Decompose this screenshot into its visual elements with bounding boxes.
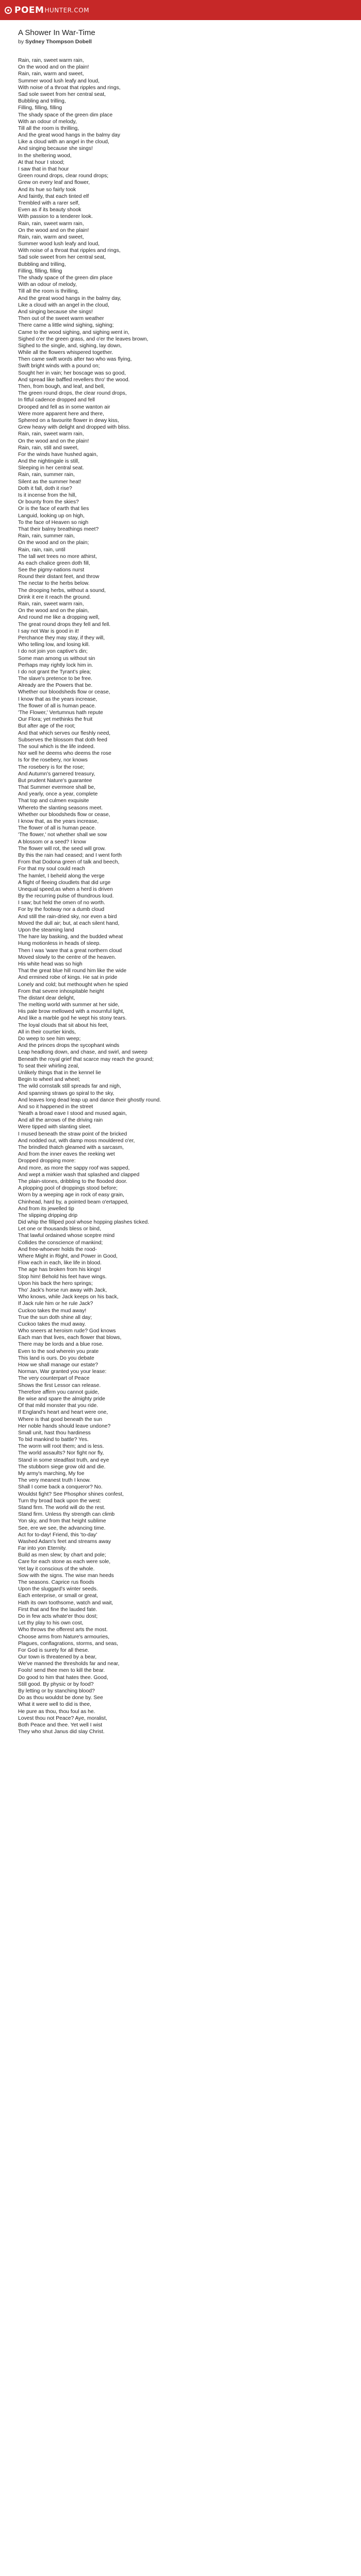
poem-line: Were tipped with slanting sleet. bbox=[18, 1124, 92, 1130]
site-header bbox=[0, 0, 361, 20]
poem-line: Then, from bough, and leaf, and bell, bbox=[18, 384, 105, 389]
poem-line: Therefore affirm you cannot guide, bbox=[18, 1389, 100, 1395]
poem-line: And more, as more the sappy roof was sapped, bbox=[18, 1165, 130, 1171]
poem-line: On the wood and on the plain! bbox=[18, 64, 89, 71]
poem-line: 'The flower,' not whether shall we sow bbox=[18, 832, 107, 838]
poem-line: Yet lay it conscious of the whole. bbox=[18, 1566, 95, 1572]
poem-line: Be wise and spare the almighty pride bbox=[18, 1396, 105, 1402]
poem-line: Let one or thousands bless or bind, bbox=[18, 1226, 101, 1232]
poem-line: And round me like a dropping well, bbox=[18, 615, 100, 621]
poem-line: We've manned the thresholds far and near, bbox=[18, 1661, 120, 1667]
poem-line: Were more apparent here and there, bbox=[18, 411, 104, 417]
poem-line: And still the rain-dried sky, nor even a bird bbox=[18, 913, 117, 920]
poem-line: Turn thy broad back upon the west: bbox=[18, 1498, 102, 1504]
poem-line: The flower of all is human peace. bbox=[18, 703, 96, 709]
poem-line: Is for the rosebery, nor knows bbox=[18, 757, 88, 764]
poem-line: Yon sky, and from that height sublime bbox=[18, 1518, 106, 1524]
poem-line: On the wood and on the plain! bbox=[18, 438, 89, 444]
poem-line: Languid, looking up on high, bbox=[18, 513, 85, 519]
poem-line: Hath its own toothsome, watch and wait, bbox=[18, 1600, 113, 1606]
poem-line: And Autumn's garnered treasury, bbox=[18, 771, 95, 777]
poem-line: Doth it fall, doth it rise? bbox=[18, 485, 72, 492]
poem-line: And spread like baffled revellers thro' the wood. bbox=[18, 377, 130, 383]
poem-line: The rosebery is for the rose; bbox=[18, 764, 85, 770]
poem-line: With an odour of melody, bbox=[18, 282, 77, 288]
poem-line: Rain, rain, sweet warm rain, bbox=[18, 221, 84, 227]
poem-line: Leap headlong down, and chase, and swirl, and sweep bbox=[18, 1049, 147, 1056]
poem-line: The plain-stones, dribbling to the flooded door. bbox=[18, 1178, 127, 1184]
poem-line: Each man that lives, each flower that blows, bbox=[18, 1335, 122, 1341]
poem-line: The great round drops they fell and fell. bbox=[18, 621, 111, 628]
poem-line: Who sneers at heroism rude? God knows bbox=[18, 1328, 116, 1334]
poem-line: Did whip the filliped pool whose hopping plashes ticked. bbox=[18, 1219, 150, 1226]
poem-line: Rain, rain, summer rain, bbox=[18, 533, 75, 539]
poem-line: Each enterprise, or small or great, bbox=[18, 1593, 99, 1599]
poem-line: Already are the Powers that be. bbox=[18, 683, 93, 689]
poem-line: The very meanest truth I know. bbox=[18, 1478, 91, 1484]
poem-line: With noise of a throat that ripples and rings, bbox=[18, 248, 121, 254]
poem-line: Silent as the summer heat! bbox=[18, 479, 81, 485]
poem-line: And its hue so fairly took bbox=[18, 187, 76, 193]
poem-line: With noise of a throat that ripples and rings, bbox=[18, 84, 121, 91]
poem-line: What it were well to did is thee, bbox=[18, 1702, 91, 1708]
poem-line: If England's heart and heart were one, bbox=[18, 1410, 108, 1416]
poem-line: Fools! send thee men to kill the bear. bbox=[18, 1668, 105, 1674]
poem-line: Stop him! Behold his feet have wings. bbox=[18, 1274, 107, 1280]
poem-line: Do weep to see him weep; bbox=[18, 1036, 81, 1042]
poem-byline bbox=[18, 39, 361, 45]
poem-line: Upon his back the hero springs; bbox=[18, 1280, 93, 1286]
poem-content bbox=[0, 20, 361, 1735]
poem-line: Tho' Jack's horse run away with Jack, bbox=[18, 1287, 107, 1293]
poem-line: And the great wood hangs in the balmy day bbox=[18, 132, 121, 139]
poem-line: That Summer evermore shall be, bbox=[18, 785, 95, 791]
poem-line: Rain, rain, sweet warm rain, bbox=[18, 431, 84, 437]
poem-line: Sighed o'er the green grass, and o'er the leaves brown, bbox=[18, 336, 149, 342]
poem-line: Small unit, hast thou hardiness bbox=[18, 1430, 91, 1436]
poem-line: Choose arms from Nature's armouries, bbox=[18, 1634, 110, 1640]
poem-line: The world assaults? Nor fight nor fly, bbox=[18, 1450, 104, 1456]
poem-line: See the pigmy-nations nurst bbox=[18, 567, 85, 573]
poem-line: The flower will rot, the seed will grow. bbox=[18, 845, 106, 852]
poem-line: For by the footway nor a dumb cloud bbox=[18, 907, 105, 913]
poem-line: Rain, rain, warm and sweet, bbox=[18, 71, 84, 77]
poem-line: Nor well he deems who deems the rose bbox=[18, 751, 111, 757]
poem-line: Where is that good beneath the sun bbox=[18, 1416, 103, 1422]
poem-line: I do not grant the Tyrant's plea; bbox=[18, 669, 91, 675]
poem-line: Cuckoo takes the mud away. bbox=[18, 1321, 86, 1327]
poem-line: And so it happened in the street bbox=[18, 1104, 93, 1110]
poem-line: Perchance they may stay, if they will, bbox=[18, 635, 105, 641]
site-logo[interactable] bbox=[5, 5, 89, 15]
poem-line: Whether our bloodsheds flow or cease, bbox=[18, 811, 110, 818]
poem-line: The hamlet, I beheld along the verge bbox=[18, 873, 105, 879]
poem-line: And from its jewelled tip bbox=[18, 1206, 74, 1212]
poem-line: But prudent Nature's guarantee bbox=[18, 777, 92, 784]
poem-line: Like a cloud with an angel in the cloud, bbox=[18, 139, 109, 145]
poem-line: 'Neath a broad eave I stood and mused again, bbox=[18, 1111, 127, 1117]
poem-line: And nodded out, with damp moss mouldered o'er, bbox=[18, 1138, 135, 1144]
poem-line: Subserves the blossom that doth feed bbox=[18, 737, 107, 743]
poem-line: See, ere we see, the advancing time. bbox=[18, 1525, 106, 1531]
poem-line: And leaves long dead leap up and dance their ghostly round. bbox=[18, 1097, 161, 1103]
poem-line: With an odour of melody, bbox=[18, 118, 77, 125]
poem-line: I do not join yon captive's din; bbox=[18, 649, 88, 655]
poem-line: Bubbling and trilling, bbox=[18, 98, 66, 105]
poem-line: Is it incense from the hill, bbox=[18, 493, 77, 498]
poem-line: Still good. By physic or by food? bbox=[18, 1681, 94, 1687]
poem-line: The hare lay basking, and the budded wheat bbox=[18, 934, 123, 940]
poem-line: By this the rain had ceased; and I went forth bbox=[18, 852, 122, 858]
poem-line: And wept a mirkier wash that splashed and clapped bbox=[18, 1172, 140, 1178]
poem-line: Some man among us without sin bbox=[18, 655, 95, 662]
poem-line: Do in few acts whate'er thou dost; bbox=[18, 1613, 98, 1619]
poem-line: Act for to-day! Friend, this 'to-day' bbox=[18, 1532, 97, 1538]
poem-line: Upon the sluggard's winter seeds. bbox=[18, 1586, 98, 1592]
poem-line: 'The Flower,' Vertumnus hath repute bbox=[18, 710, 103, 716]
poem-line: Lovest thou not Peace? Aye, moralist, bbox=[18, 1715, 107, 1721]
poem-line: Filling, filling, filling bbox=[18, 105, 62, 111]
poem-line: Shall I come back a conqueror? No. bbox=[18, 1484, 103, 1490]
poem-line: Stand in some steadfast truth, and eye bbox=[18, 1457, 109, 1463]
poem-line: On the wood and on the plain; bbox=[18, 540, 89, 546]
poem-line: The melting world with summer at her side, bbox=[18, 1002, 120, 1008]
poem-line: And ermined robe of kings. He sat in pride bbox=[18, 975, 118, 981]
poem-line: Till all the room is thrilling, bbox=[18, 125, 79, 131]
poem-line: His white head was so high bbox=[18, 961, 83, 967]
poem-line: To seat their whirling zeal, bbox=[18, 1063, 79, 1069]
poem-line: Build as men slew; by chart and pole; bbox=[18, 1552, 106, 1558]
poem-line: Moved slowly to the centre of the heaven. bbox=[18, 954, 117, 960]
poem-line: Trembled with a rarer self, bbox=[18, 200, 80, 206]
poem-line: Our town is threatened by a bear, bbox=[18, 1654, 97, 1660]
poem-line: For that my soul could reach bbox=[18, 866, 85, 872]
poem-line: And the nightingale is still, bbox=[18, 459, 80, 465]
poem-line: The distant dear delight, bbox=[18, 995, 75, 1001]
poem-line: Then I was 'ware that a great northern cloud bbox=[18, 947, 122, 954]
poem-line: Beneath the royal grief that scarce may reach the ground; bbox=[18, 1056, 154, 1062]
poem-line: And like a marble god he wept his stony tears. bbox=[18, 1015, 127, 1022]
poem-line: I know that, as the years increase, bbox=[18, 819, 99, 824]
poem-line: With passion to a tenderer look. bbox=[18, 214, 93, 220]
poem-line: To bid mankind to battle? Yes. bbox=[18, 1437, 89, 1443]
poem-line: At that hour I stood; bbox=[18, 159, 64, 165]
poem-line: Even to the sod wherein you prate bbox=[18, 1348, 99, 1354]
poem-line: Sow with the signs. The wise man heeds bbox=[18, 1572, 114, 1579]
poem-line: Washed Adam's feet and streams away bbox=[18, 1538, 111, 1545]
poem-line: Norman, War granted you your lease: bbox=[18, 1369, 107, 1375]
poem-line: Her noble hands should leave undone? bbox=[18, 1423, 111, 1429]
logo-domain: HUNTER.COM bbox=[44, 6, 90, 14]
poem-line: Summer wood lush leafy and loud, bbox=[18, 241, 100, 247]
poem-line: The very counterpart of Peace bbox=[18, 1376, 90, 1382]
poem-line: Summer wood lush leafy and loud, bbox=[18, 78, 100, 84]
poem-line: And the great wood hangs in the balmy day, bbox=[18, 295, 122, 301]
poem-line: Begin to wheel and wheel; bbox=[18, 1077, 80, 1083]
poem-line: There may be lords and a blue rose. bbox=[18, 1342, 104, 1348]
poem-line: On the wood and on the plain! bbox=[18, 227, 89, 233]
poem-line: I say not War is good in it! bbox=[18, 628, 79, 634]
poem-line: Plagues, conflagrations, storms, and seas, bbox=[18, 1640, 119, 1647]
poem-line: Wouldst fight? See Phosphor shines confest, bbox=[18, 1491, 124, 1497]
poem-line: Till all the room is thrilling, bbox=[18, 289, 79, 295]
poem-line: This land is ours. Do you debate bbox=[18, 1355, 94, 1361]
poem-line: Rain, rain, sweet warm rain, bbox=[18, 58, 84, 63]
poem-line: In the sheltering wood, bbox=[18, 152, 72, 159]
poem-line: That lawful ordained whose sceptre mind bbox=[18, 1233, 115, 1239]
poem-line: I know that as the years increase, bbox=[18, 696, 97, 702]
poem-line: Dropped dropping more: bbox=[18, 1158, 76, 1164]
poem-line: Who knows, while Jack keeps on his back, bbox=[18, 1294, 119, 1300]
poem-line: First that and fine the lauded fate. bbox=[18, 1606, 97, 1613]
poem-line: Rain, rain, summer rain, bbox=[18, 472, 75, 478]
poem-line: Stand firm. Unless thy strength can climb bbox=[18, 1512, 115, 1518]
poem-line: Grew heavy with delight and dropped with bliss. bbox=[18, 425, 130, 431]
poem-line: Grew on every leaf and flower, bbox=[18, 180, 90, 186]
poem-line: Who throws the offerest arts the most. bbox=[18, 1627, 108, 1633]
poem-line: In fitful cadence dropped and fell bbox=[18, 397, 95, 403]
poem-line: Sighed to the single, and, sighing, lay down, bbox=[18, 343, 122, 349]
poem-line: Collides the conscience of mankind; bbox=[18, 1240, 103, 1246]
poem-line: The slave's pretence to be free. bbox=[18, 676, 92, 682]
poem-line: Sad sole sweet from her central seat, bbox=[18, 255, 106, 261]
poem-line: Or bounty from the skies? bbox=[18, 499, 79, 505]
poem-line: He pure as thou, thou foul as he. bbox=[18, 1708, 95, 1715]
poem-line: The soul which is the life indeed. bbox=[18, 743, 95, 750]
poem-line: I saw; but held the omen of no worth. bbox=[18, 900, 105, 906]
poem-line: But after age of the root; bbox=[18, 723, 76, 730]
poem-line: Stand firm. The world will do the rest. bbox=[18, 1504, 106, 1511]
poem-line: As each chalice green doth fill, bbox=[18, 560, 90, 566]
poem-line: Unlikely things that in the kennel lie bbox=[18, 1070, 101, 1076]
poem-line: Whether our bloodsheds flow or cease, bbox=[18, 689, 110, 696]
poem-line: Shows the first Lessor can release. bbox=[18, 1382, 101, 1388]
byline-prefix: by bbox=[18, 39, 24, 45]
poem-line: Where Might in Right, and Power in Good, bbox=[18, 1253, 118, 1259]
poem-line: True the sun doth shine all day; bbox=[18, 1314, 92, 1320]
poem-line: For the winds have hushed again, bbox=[18, 451, 98, 457]
poem-line: Rain, rain, still and sweet, bbox=[18, 445, 79, 451]
poem-line: The wild cornstalk still spreads far and nigh, bbox=[18, 1083, 121, 1090]
poem-line: The loyal clouds that sit about his feet, bbox=[18, 1022, 109, 1028]
poem-line: Perhaps may rightly lock him in. bbox=[18, 662, 93, 668]
poem-line: Drooped and fell as in some wanton air bbox=[18, 404, 110, 410]
poem-line: A plopping pool of droppings stood before; bbox=[18, 1185, 118, 1192]
poem-line: Cuckoo takes the mud away! bbox=[18, 1308, 87, 1314]
poem-line: For God is surety for all these. bbox=[18, 1647, 89, 1653]
poem-title: A Shower In War-Time bbox=[18, 28, 95, 37]
poem-line: Chinhead, hard by, a pointed beam o'ertapped, bbox=[18, 1199, 129, 1205]
author-link[interactable]: Sydney Thompson Dobell bbox=[25, 39, 92, 45]
poem-line: Far into yon Eternity. bbox=[18, 1546, 67, 1552]
poem-line: A blossom or a seed? I know bbox=[18, 839, 86, 845]
poem-line: And that which serves our fleshly need, bbox=[18, 730, 111, 736]
poem-line: Or is the face of earth that lies bbox=[18, 506, 89, 512]
poem-line: The age has broken from his kings! bbox=[18, 1267, 101, 1273]
poem-line: The nectar to the herbs below. bbox=[18, 581, 90, 587]
poem-line: The slipping dripping drip bbox=[18, 1212, 78, 1218]
poem-line: Lonely and cold; but methought when he spied bbox=[18, 981, 128, 988]
poem-line: All in their courtier kinds, bbox=[18, 1029, 76, 1035]
poem-line: There came a little wind sighing, sighing; bbox=[18, 323, 114, 329]
poem-line: Do good to him that hates thee. Good, bbox=[18, 1674, 108, 1681]
poem-line: Swift bright winds with a pound on; bbox=[18, 363, 100, 369]
poem-line: And faintly, that each tinted elf bbox=[18, 193, 89, 199]
poem-line: The stubborn siege grow old and die. bbox=[18, 1464, 106, 1470]
poem-line: Came to the wood sighing, and sighing went in, bbox=[18, 329, 129, 335]
poem-line: The brindled thatch gleamed with a sarcasm, bbox=[18, 1145, 124, 1150]
poem-line: Do as thou wouldst be done by. See bbox=[18, 1695, 103, 1701]
poem-line: How we shall manage our estate? bbox=[18, 1362, 99, 1368]
poem-line: Rain, rain, rain, until bbox=[18, 547, 65, 553]
poem-line: Rain, rain, sweet warm rain, bbox=[18, 601, 84, 607]
poem-line: A flight of fleeing cloudlets that did urge bbox=[18, 879, 111, 886]
poem-line: Sphered on a favourite flower in dewy kiss, bbox=[18, 417, 119, 423]
poem-line: They who shut Janus did slay Christ. bbox=[18, 1729, 105, 1735]
poem-line: Drink it ere it reach the ground. bbox=[18, 594, 91, 600]
poem-line: Filling, filling, filling bbox=[18, 268, 62, 274]
poem-line: And spanning straws go spiral to the sky, bbox=[18, 1090, 114, 1096]
poem-line: Round their distant feet, and throw bbox=[18, 574, 100, 580]
poem-line: That the great blue hill round him like the wide bbox=[18, 968, 127, 974]
poem-line: My army's marching, My foe bbox=[18, 1471, 85, 1477]
poem-line: The tall wet trees no more athirst, bbox=[18, 553, 97, 560]
poem-line: On the wood and on the plain, bbox=[18, 608, 89, 614]
poem-line: Sleeping in her central seat. bbox=[18, 465, 84, 471]
poem-line: The drooping herbs, without a sound, bbox=[18, 587, 106, 594]
poem-line: Let thy play to his own cost, bbox=[18, 1620, 84, 1626]
poem-body bbox=[18, 57, 361, 1735]
poem-line: His pale brow mellowed with a mournful light, bbox=[18, 1009, 125, 1015]
poem-line: The seasons. Caprice rus floods bbox=[18, 1580, 94, 1585]
poem-line: To the face of Heaven so nigh bbox=[18, 519, 89, 526]
poem-line: Upon the steaming land bbox=[18, 927, 74, 933]
poem-line: Worn by a weeping age in rock of easy grain, bbox=[18, 1192, 124, 1198]
poem-line: I mused beneath the straw point of the bricked bbox=[18, 1131, 127, 1137]
poem-line: By letting or by stanching blood? bbox=[18, 1688, 95, 1694]
poem-line: Then came swift words after two who was flying, bbox=[18, 357, 132, 363]
poem-line: That their balmy breathings meet? bbox=[18, 526, 99, 532]
poem-line: Our Flora; yet methinks the fruit bbox=[18, 717, 93, 723]
poem-line: And the princes drops the sycophant winds bbox=[18, 1043, 120, 1049]
poem-line: By the recurring pulse of thundrous loud. bbox=[18, 893, 114, 900]
poem-line: The worm will root them; and is less. bbox=[18, 1444, 104, 1450]
logo-text: POEM bbox=[14, 5, 44, 15]
poem-line: Moved the dull air; but, at each silent hand, bbox=[18, 920, 120, 926]
poem-line: Unequal speed,as when a herd is driven bbox=[18, 886, 113, 892]
poem-line: The shady space of the green dim place bbox=[18, 275, 113, 281]
poem-line: The flower of all is human peace. bbox=[18, 825, 96, 832]
poem-line: Care for each stone as each were sole, bbox=[18, 1559, 111, 1565]
poem-line: Bubbling and trilling, bbox=[18, 261, 66, 267]
poem-line: Like a cloud with an angel in the cloud, bbox=[18, 302, 109, 308]
poem-line: Hung motionless in heads of sleep. bbox=[18, 941, 101, 947]
poem-line: Of that mild monster that you ride. bbox=[18, 1403, 99, 1409]
poem-line: And free-whoever holds the rood- bbox=[18, 1246, 97, 1252]
poem-line: The shady space of the green dim place bbox=[18, 112, 113, 118]
poem-line: Then out of the sweet warm weather bbox=[18, 316, 104, 322]
poem-line: If Jack rule him or he rule Jack? bbox=[18, 1301, 93, 1307]
poem-line: Green round drops, clear round drops; bbox=[18, 173, 109, 179]
poem-line: Even as if its beauty shook bbox=[18, 207, 81, 213]
poem-line: From that severe inhospitable height bbox=[18, 988, 104, 994]
poem-line: Flow each in each, like life in blood. bbox=[18, 1260, 102, 1266]
poem-line: And singing because she sings! bbox=[18, 309, 93, 315]
logo-icon bbox=[5, 7, 12, 14]
poem-line: I saw that in that hour bbox=[18, 166, 69, 172]
poem-line: Who telling low, and losing kill. bbox=[18, 642, 90, 648]
poem-line: And from the inner eaves the reeking wet bbox=[18, 1151, 115, 1158]
poem-line: And singing because she sings! bbox=[18, 146, 93, 152]
poem-line: Sad sole sweet from her central seat, bbox=[18, 91, 106, 97]
poem-line: While all the flowers whispered together. bbox=[18, 350, 113, 356]
poem-line: That top and culmen exquisite bbox=[18, 798, 89, 804]
poem-line: The green round drops, the clear round drops, bbox=[18, 391, 127, 397]
poem-line: And all the arrows of the driving rain bbox=[18, 1117, 103, 1124]
poem-line: Whereto the slanting seasons meet. bbox=[18, 805, 103, 811]
poem-line: Rain, rain, warm and sweet, bbox=[18, 234, 84, 240]
poem-line: Sought her in vain; her boscage was so good, bbox=[18, 370, 126, 376]
poem-line: And yearly, once a year, complete bbox=[18, 791, 98, 798]
poem-line: From that Dodona green of talk and beech, bbox=[18, 859, 120, 866]
poem-line: Both Peace and thee. Yet well I wist bbox=[18, 1722, 103, 1728]
